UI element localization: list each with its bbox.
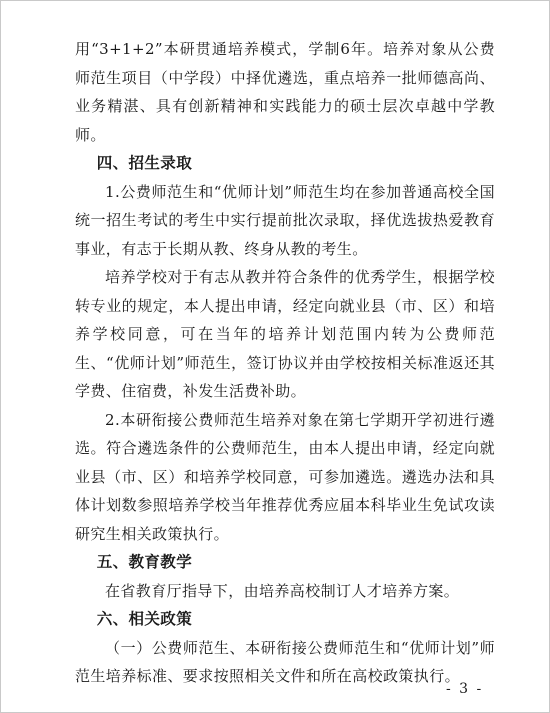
paragraph-major-transfer: 培养学校对于有志从教并符合条件的优秀学生，根据学校转专业的规定，本人提出申请，经定向就业县（市、区）和培养学校同意，可在当年的培养计划范围内转为公费师范生、“优师计划”师范生，签订协议并由学校按相关标准返还其学费、住宿费，补发生活费补助。 (75, 268, 495, 400)
heading-enrollment: 四、招生录取 (96, 154, 193, 172)
paragraph-training-plan: 在省教育厅指导下，由培养高校制订人才培养方案。 (105, 581, 460, 600)
paragraph-admission-1: 1.公费师范生和“优师计划”师范生均在参加普通高校全国统一招生考试的考生中实行提前批次录取，择优选拔热爱教育事业，有志于长期从教、终身从教的考生。 (75, 182, 495, 258)
heading-education-teaching: 五、教育教学 (96, 553, 193, 571)
paragraph-policy-1: （一）公费师范生、本研衔接公费师范生和“优师计划”师范生培养标准、要求按照相关文件和所在高校政策执行。 (75, 638, 495, 685)
heading-related-policies: 六、相关政策 (96, 610, 193, 628)
document-body (75, 35, 495, 691)
paragraph-admission-2: 2.本研衔接公费师范生培养对象在第七学期开学初进行遴选。符合遴选条件的公费师范生，由本人提出申请，经定向就业县（市、区）和培养学校同意，可参加遴选。遴选办法和具体计划数参照培养学校当年推荐优秀应届本科毕业生免试攻读研究生相关政策执行。 (75, 410, 495, 543)
page-number: - 3 - (446, 681, 484, 697)
paragraph-training-mode: 用“3+1+2”本研贯通培养模式，学制6年。培养对象从公费师范生项目（中学段）中择优遴选，重点培养一批师德高尚、业务精湛、具有创新精神和实践能力的硕士层次卓越中学教师。 (75, 40, 495, 144)
